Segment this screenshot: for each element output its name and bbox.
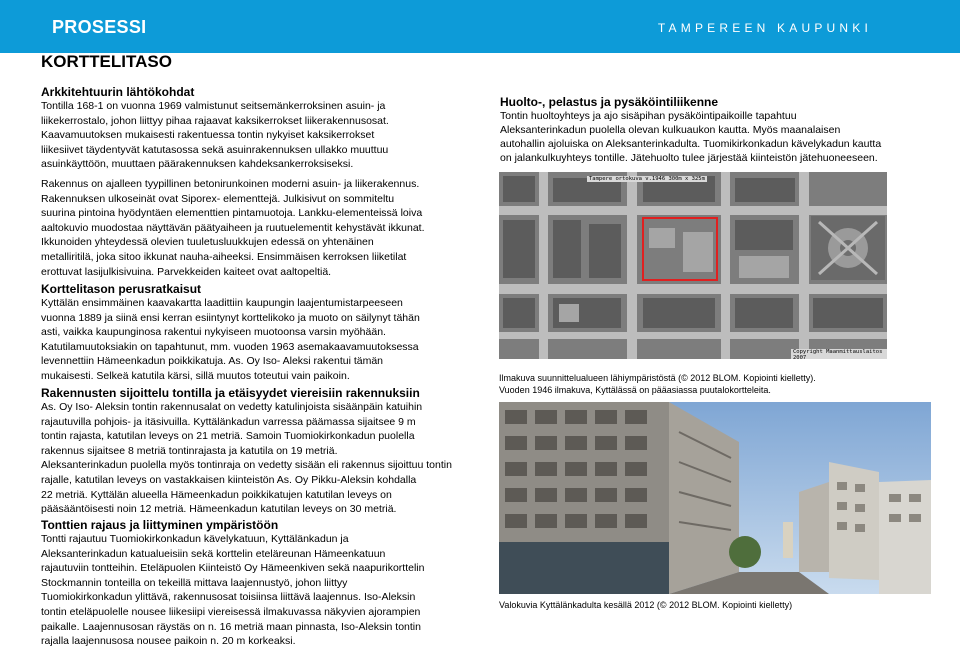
text-line: Kaavamuutoksen mukaisesti rakentuessa tontin nykyiset kaksikerrokset bbox=[41, 129, 375, 142]
text-line: metalliritilä, joka sitoo ikkunat nauha-aiheeksi. Ensimmäisen kerroksen liiketilat bbox=[41, 250, 407, 263]
text-line: aaltokuvio muodostaa näyttävän päätyaiheen ja ruutuelementit kehystävät ikkunat. bbox=[41, 221, 425, 234]
text-line: paikalle. Laajennusosan räystäs on n. 16 metriä maan pinnasta, Iso-Aleksin tontin bbox=[41, 620, 421, 633]
aerial-photo-caption bbox=[499, 372, 939, 396]
text-line: autohallin ajoluiska on Aleksanterinkadulta. Tuomikirkonkadun kävelykadun kautta bbox=[500, 138, 882, 150]
text-line: rajautuviin tontteihin. Eteläpuolen Kiinteistö Oy Hämeenkiven sekä naapurikorttelin bbox=[41, 562, 425, 575]
text-line: As. Oy Iso- Aleksin tontin rakennusalat on vedetty katulinjoista sisäänpäin katuihin bbox=[41, 401, 423, 413]
header-bar bbox=[0, 0, 960, 53]
text-line: Stockmannin tonteilla on tekeillä mittava laajennustyö, johon liittyy bbox=[41, 576, 348, 589]
text-line: rajalle, katutilan leveys on vastakkaisen kiinteistön As. Oy Pikku-Aleksin kohdalla bbox=[41, 473, 417, 486]
text-line: Ikkunoiden yhteydessä olevien tuuletusluukkujen edessä on yhtenäinen bbox=[41, 236, 374, 249]
text-line: Rakennuksen ulkoseinät ovat Siporex- elementtejä. Julkisivut on sommiteltu bbox=[41, 192, 395, 205]
text-line: suurina pintoina hyödyntäen elementtien pintamuotoja. Lankku-elementeissä loiva bbox=[41, 207, 423, 220]
text-line: Tontilla 168-1 on vuonna 1969 valmistunut seitsemänkerroksinen asuin- ja bbox=[41, 100, 386, 112]
text-line: on jalankulkuyhteys tontille. Jätehuolto tulee järjestää kiinteistön jätehuoneeseen. bbox=[500, 152, 878, 164]
text-line: Tuomiokirkonkadun ylittävä, rakennusosat toisiinsa liittävä laajennus. Iso-Aleksin bbox=[41, 591, 416, 604]
text-line: rakennus sijaitsee 8 metriä tontinrajasta ja katutila on 19 metriä. bbox=[41, 444, 338, 457]
street-photo-graphic bbox=[499, 402, 931, 594]
text-line: levennettiin Hämeenkadun poikkikatuja. As. Oy Iso- Aleksi rakentui tämän bbox=[41, 355, 384, 368]
section-building-placement bbox=[41, 386, 471, 517]
caption-line: Vuoden 1946 ilmakuva, Kyttälässä on pääasiassa puutalokortteleita. bbox=[499, 385, 771, 395]
aerial-photo-1946 bbox=[499, 172, 887, 359]
text-line: rajalla laajennusosa nousee paikoin n. 20 m korkeaksi. bbox=[41, 635, 296, 648]
text-line: mukaisesti. Selkeä katutila kärsi, sillä muutos toteutui vain paikoin. bbox=[41, 369, 350, 382]
text-line: tontin eteläpuolelle nousee liikesiipi viereisessä ilmakuvassa näkyvien ajorampien bbox=[41, 605, 421, 618]
section-block-solutions bbox=[41, 282, 471, 384]
text-line: Tontti rajautuu Tuomiokirkonkadun kävelykatuun, Kyttälänkadun ja bbox=[41, 533, 349, 545]
section-heading: Arkkitehtuurin lähtökohdat bbox=[41, 85, 195, 99]
text-line: asti, vaikka kaupunginosa rakentui nykyiseen muotoonsa varsin myöhään. bbox=[41, 326, 386, 339]
text-line: liikesiivet täydentyvät katutasossa sekä asuinrakennuksen ullakko muuttuu bbox=[41, 143, 389, 156]
text-line: Aleksanterinkadun puolella myös tontinraja on vedetty sisään eli rakennus sijoittuu tontin bbox=[41, 459, 452, 472]
map-label-copyright: Copyright Maanmittauslaitos 2007 bbox=[791, 349, 887, 359]
text-line: Rakennus on ajalleen tyypillinen betonirunkoinen moderni asuin- ja liikerakennus. bbox=[41, 178, 420, 190]
map-label-title: Tampere ortokuva v.1946 300m x 325m bbox=[589, 176, 705, 182]
caption-line: Ilmakuva suunnittelualueen lähiympäristöstä (© 2012 BLOM. Kopiointi kielletty). bbox=[499, 373, 816, 383]
section-building-description bbox=[41, 177, 471, 279]
text-line: asuinkäyttöön, muuttaen päärakennuksen kahdeksankerroksiseksi. bbox=[41, 158, 354, 171]
section-heading: Tonttien rajaus ja liittyminen ympäristöön bbox=[41, 518, 279, 532]
street-photo-kyttalankatu bbox=[499, 402, 931, 594]
section-service-traffic bbox=[500, 95, 940, 165]
aerial-photo-graphic bbox=[499, 172, 887, 359]
text-line: Katutilamuutoksiakin on tapahtunut, mm. vuoden 1963 asemakaavamuutoksessa bbox=[41, 340, 419, 353]
header-right-title: TAMPEREEN KAUPUNKI bbox=[657, 21, 872, 35]
text-line: rajautuvilla pohjois- ja itäsivuilla. Kyttälänkadun varressa päämassa sijaitsee 9 m bbox=[41, 415, 416, 428]
text-line: liikekerrostalo, johon liittyy pihaa rajaavat kaksikerrokset liikerakennusosat. bbox=[41, 114, 389, 127]
text-line: pääsääntöisesti noin 12 metriä. Hämeenkadun katutilan leveys on 30 metriä. bbox=[41, 503, 397, 516]
section-architecture bbox=[41, 85, 471, 172]
text-line: Aleksanterinkadun katualueisiin sekä korttelin eteläreunan Hämeenkatuun bbox=[41, 547, 386, 560]
text-line: Kyttälän ensimmäinen kaavakartta laadittiin kaupungin laajentumistarpeeseen bbox=[41, 297, 403, 309]
text-line: erottuvat lasijulkisivuina. Parvekkeiden kaiteet ovat aaltopeltiä. bbox=[41, 265, 332, 278]
page-title: KORTTELITASO bbox=[41, 52, 172, 71]
text-line: vuonna 1889 ja siinä ensi kerran esiintynyt korttelikoko ja muoto on säilynyt tähän bbox=[41, 311, 420, 324]
street-photo-caption: Valokuvia Kyttälänkadulta kesällä 2012 (© 2012 BLOM. Kopiointi kielletty) bbox=[499, 600, 793, 610]
section-heading: Huolto-, pelastus ja pysäköintiliikenne bbox=[500, 95, 719, 109]
text-line: Aleksanterinkadun puolella olevan kulkuaukon kautta. Myös maanalaisen bbox=[500, 124, 841, 136]
header-left-title: PROSESSI bbox=[52, 17, 147, 37]
text-line: tontin rajasta, katutilan leveys on 21 metriä. Samoin Tuomiokirkonkadun puolella bbox=[41, 430, 415, 443]
text-line: Tontin huoltoyhteys ja ajo sisäpihan pysäköintipaikoille tapahtuu bbox=[500, 110, 797, 122]
text-line: 22 metriä. Kyttälän alueella Hämeenkadun poikkikatujen katutilan leveys on bbox=[41, 488, 392, 501]
section-heading: Rakennusten sijoittelu tontilla ja etäisyydet viereisiin rakennuksiin bbox=[41, 386, 420, 400]
section-heading: Korttelitason perusratkaisut bbox=[41, 282, 202, 296]
section-plot-boundaries bbox=[41, 518, 471, 649]
